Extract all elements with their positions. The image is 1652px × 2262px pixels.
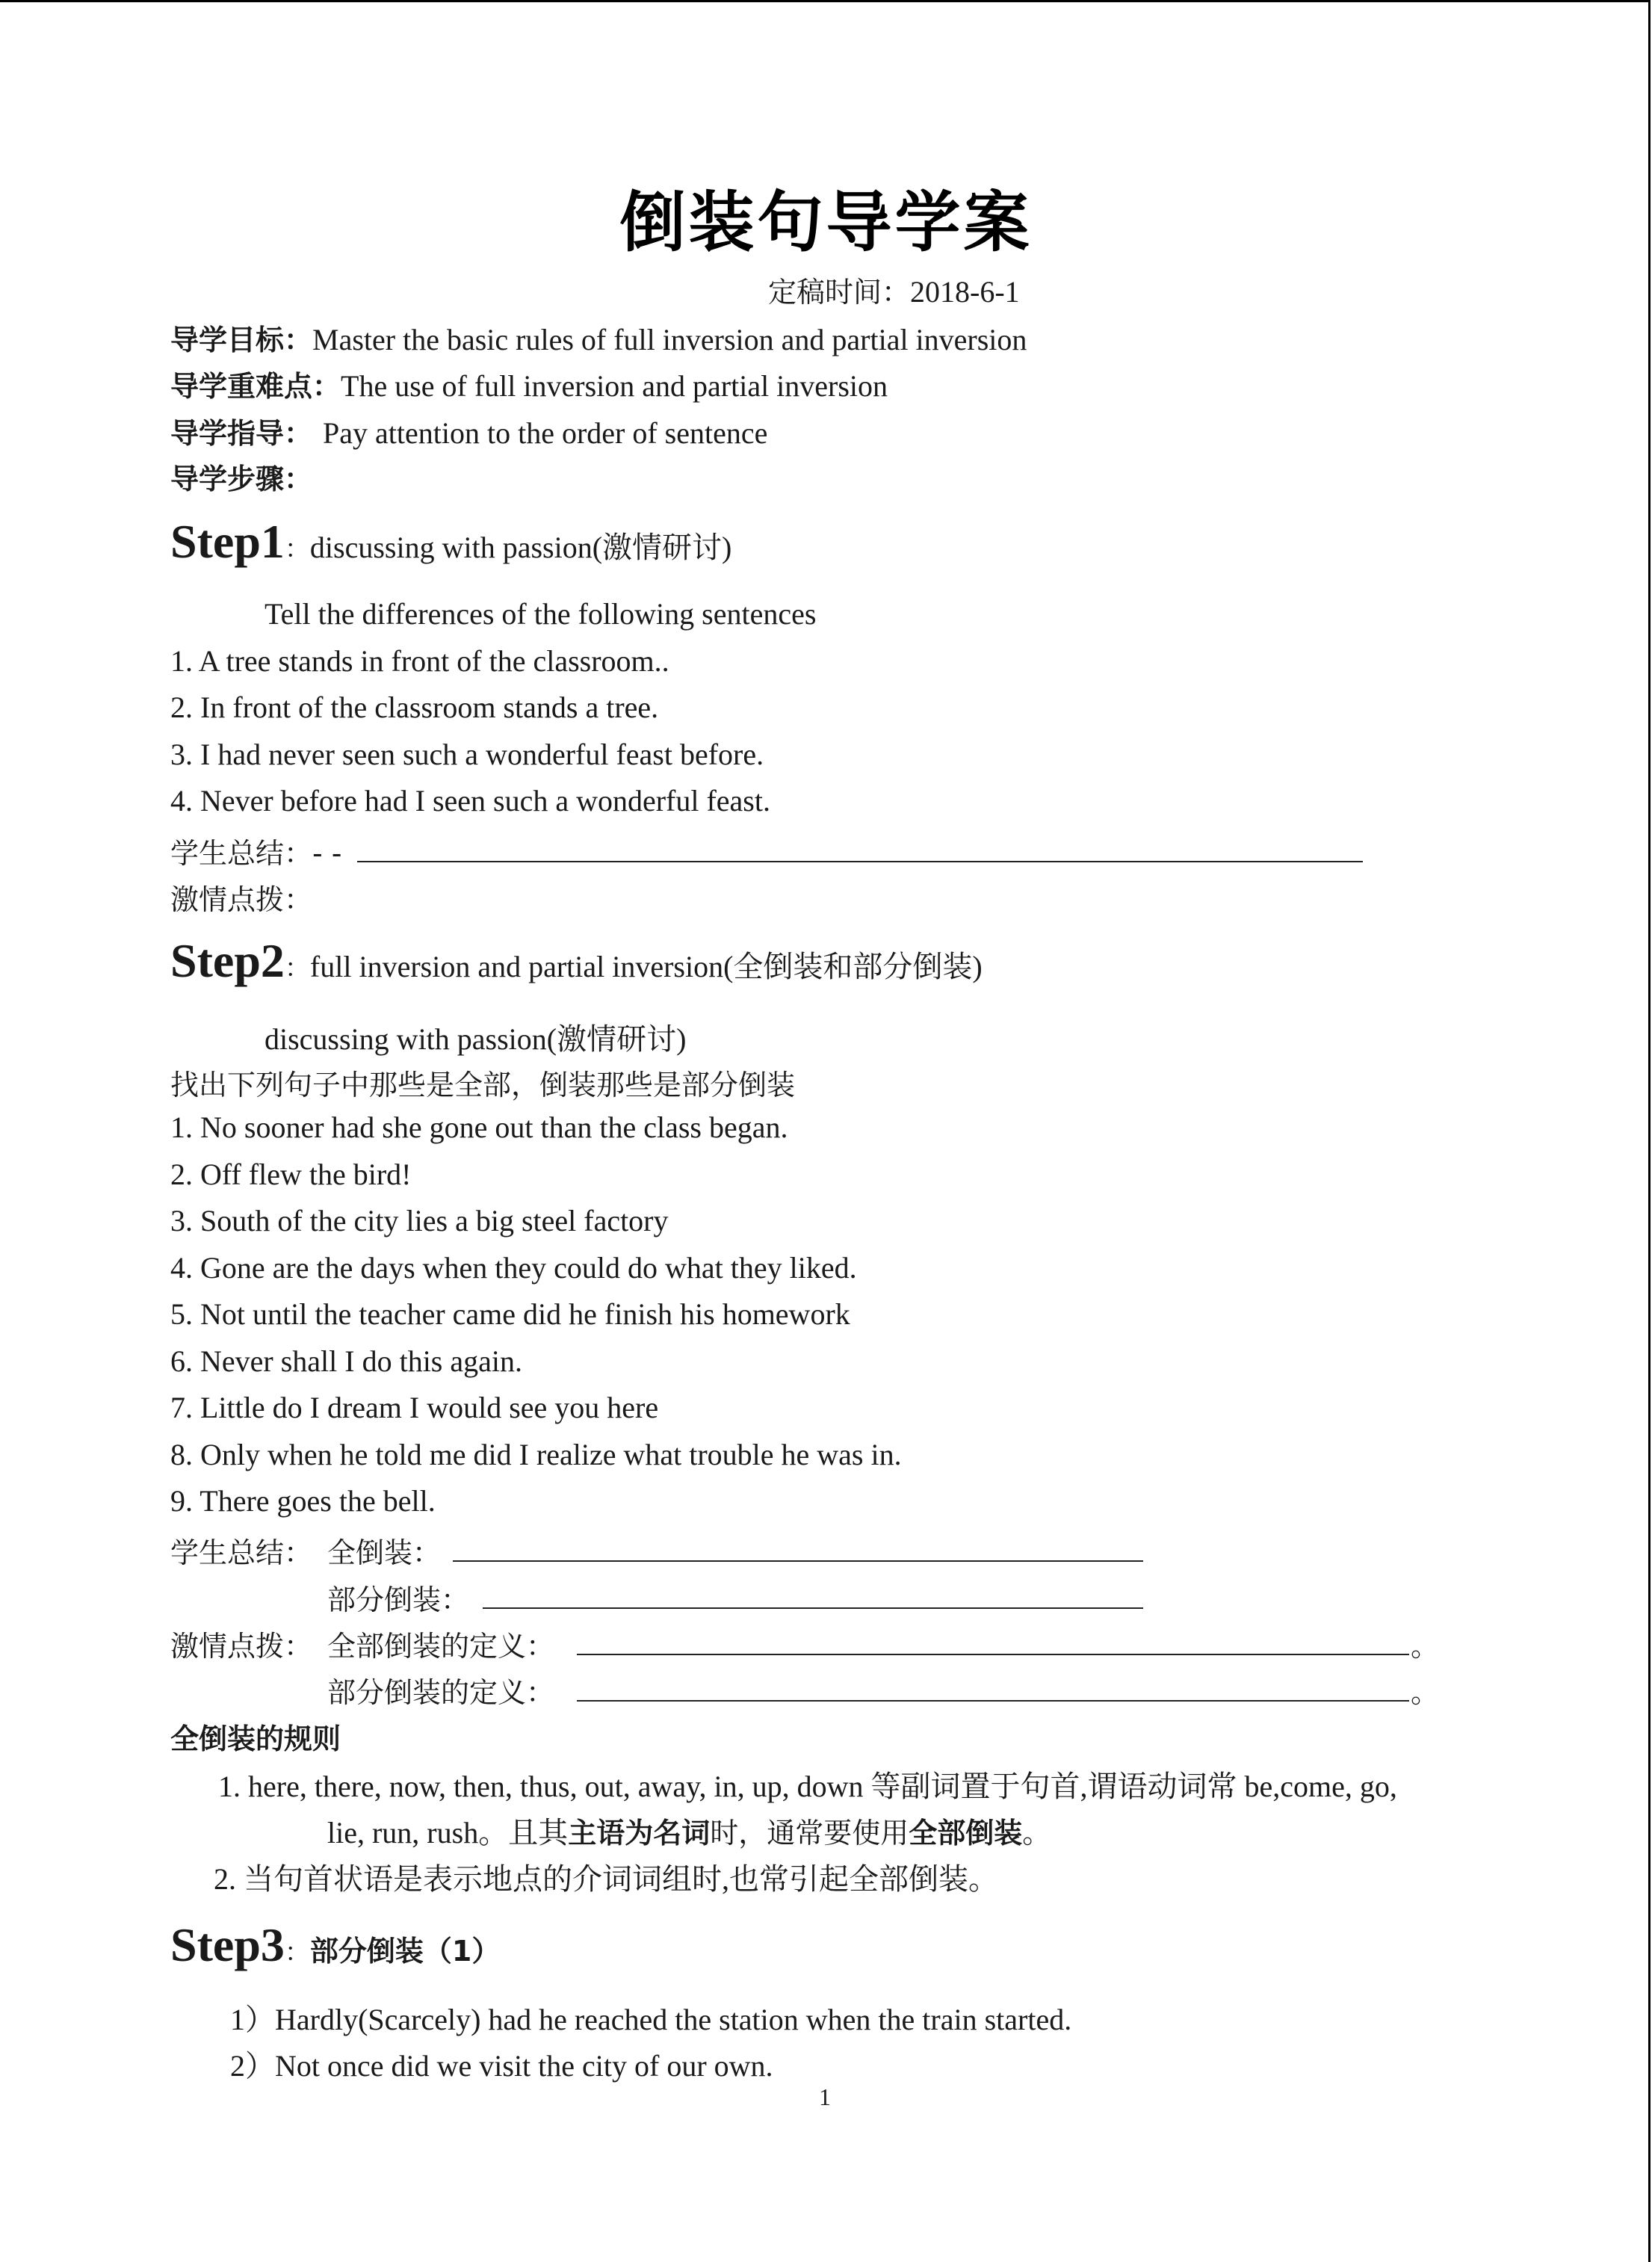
step2-sentence-2: 2. Off flew the bird! <box>170 1158 412 1191</box>
step2-partial-blank[interactable] <box>483 1607 1143 1609</box>
step2-full-label: 全倒装： <box>327 1536 442 1569</box>
partial-def-period: 。 <box>1411 1676 1440 1709</box>
rule-1-part-c: 时，通常要使用 <box>710 1817 909 1850</box>
step3-heading <box>170 1918 500 1973</box>
step3-item-1: 1）Hardly(Scarcely) had he reached the station when the train started. <box>230 2003 1072 2036</box>
step2-summary-label: 学生总结： <box>170 1536 313 1569</box>
page-number: 1 <box>819 2083 831 2110</box>
partial-def-label: 部分倒装的定义： <box>327 1676 555 1709</box>
date-line <box>768 269 1020 310</box>
rule-1-part-e: 。 <box>1022 1817 1051 1850</box>
guide-line <box>170 410 767 451</box>
goal-text: Master the basic rules of full inversion and partial inversion <box>312 323 1027 356</box>
partial-def-blank[interactable] <box>577 1700 1409 1702</box>
guide-text: Pay attention to the order of sentence <box>323 416 768 450</box>
step2-sentence-4: 4. Gone are the days when they could do what they liked. <box>170 1251 857 1285</box>
step1-instruction: Tell the differences of the following sentences <box>264 597 817 631</box>
step2-full-blank[interactable] <box>453 1560 1143 1562</box>
step1-tip-label: 激情点拨： <box>170 883 313 916</box>
goal-line <box>170 317 1027 358</box>
step3-item-2: 2）Not once did we visit the city of our own. <box>230 2049 773 2083</box>
step3-colon: ： <box>284 1938 310 1968</box>
step2-sentence-1: 1. No sooner had she gone out than the class began. <box>170 1110 788 1144</box>
step1-sentence-4: 4. Never before had I seen such a wonderful feast. <box>170 784 770 818</box>
step2-sub: full inversion and partial inversion(全倒装和部分倒装) <box>309 950 983 983</box>
step2-partial-label: 部分倒装： <box>327 1583 470 1616</box>
step2-sentence-5: 5. Not until the teacher came did he finish his homework <box>170 1297 850 1331</box>
step2-colon: ： <box>284 954 310 983</box>
step2-heading <box>170 933 983 989</box>
step2-sentence-9: 9. There goes the bell. <box>170 1484 436 1518</box>
date-value: 2018-6-1 <box>910 275 1020 309</box>
goal-label: 导学目标： <box>170 324 313 356</box>
step1-summary-blank[interactable] <box>357 861 1363 862</box>
step3-head: Step3 <box>170 1918 285 1971</box>
page-title: 倒装句导学案 <box>619 184 1033 261</box>
steps-label: 导学步骤： <box>170 463 313 495</box>
rule-1-full-inversion: 全部倒装 <box>909 1817 1023 1850</box>
rule-2: 2. 当句首状语是表示地点的介词词组时,也常引起全部倒装。 <box>214 1862 998 1896</box>
step2-sentence-7: 7. Little do I dream I would see you here <box>170 1391 659 1424</box>
rule-1-line-1: 1. here, there, now, then, thus, out, away, in, up, down 等副词置于句首,谓语动词常 be,come, go, <box>218 1770 1397 1803</box>
step2-head: Step2 <box>170 934 285 987</box>
step3-sub: 部分倒装（1） <box>309 1935 501 1968</box>
step1-heading <box>170 514 731 569</box>
key-label: 导学重难点： <box>170 370 341 403</box>
step1-summary-label: 学生总结：- - <box>170 837 342 870</box>
step1-colon: ： <box>284 534 310 564</box>
step1-sub: discussing with passion(激情研讨) <box>309 531 732 564</box>
step1-sentence-2: 2. In front of the classroom stands a tree. <box>170 690 659 724</box>
rule-1-line-2 <box>327 1809 1051 1852</box>
step1-head: Step1 <box>170 515 285 568</box>
step1-sentence-1: 1. A tree stands in front of the classroom.. <box>170 644 669 678</box>
step2-sentence-8: 8. Only when he told me did I realize what trouble he was in. <box>170 1438 902 1471</box>
rules-title: 全倒装的规则 <box>170 1722 341 1755</box>
step2-sub2: discussing with passion(激情研讨) <box>264 1022 687 1056</box>
full-def-label: 全部倒装的定义： <box>327 1630 555 1663</box>
rule-1-subject-noun: 主语为名词 <box>568 1817 711 1850</box>
step2-instruction: 找出下列句子中那些是全部，倒装那些是部分倒装 <box>170 1069 796 1101</box>
step2-sentence-3: 3. South of the city lies a big steel factory <box>170 1204 669 1237</box>
key-text: The use of full inversion and partial inversion <box>341 369 888 403</box>
date-label: 定稿时间： <box>768 276 911 309</box>
key-line <box>170 363 888 404</box>
guide-label: 导学指导： <box>170 417 313 450</box>
full-def-blank[interactable] <box>577 1654 1409 1655</box>
step2-tip-label: 激情点拨： <box>170 1630 313 1663</box>
rule-1-part-a: lie, run, rush。且其 <box>327 1816 569 1850</box>
step1-sentence-3: 3. I had never seen such a wonderful feast before. <box>170 738 764 771</box>
full-def-period: 。 <box>1411 1630 1440 1663</box>
step2-sentence-6: 6. Never shall I do this again. <box>170 1344 522 1378</box>
